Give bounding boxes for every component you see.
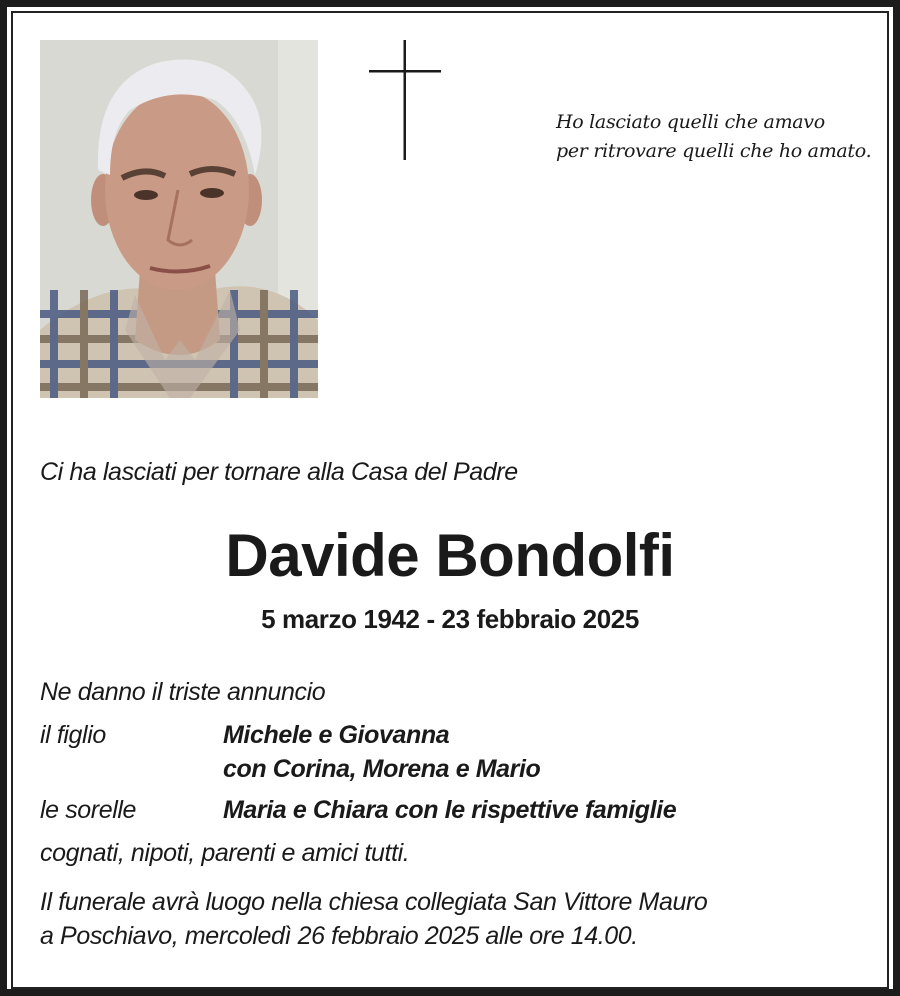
relative-label-son: il figlio bbox=[40, 721, 106, 749]
others-text: cognati, nipoti, parenti e amici tutti. bbox=[40, 839, 410, 867]
relative-names-sisters: Maria e Chiara con le rispettive famiglie bbox=[223, 796, 677, 824]
relative-label-sisters: le sorelle bbox=[40, 796, 137, 824]
quote-line: per ritrovare quelli che ho amato. bbox=[556, 140, 872, 162]
funeral-line: Il funerale avrà luogo nella chiesa collegiata San Vittore Mauro bbox=[40, 888, 708, 916]
cross-icon bbox=[368, 40, 442, 160]
quote-line: Ho lasciato quelli che amavo bbox=[556, 111, 825, 133]
relative-names-son-continued: con Corina, Morena e Mario bbox=[223, 755, 541, 783]
life-dates: 5 marzo 1942 - 23 febbraio 2025 bbox=[261, 604, 639, 634]
intro-text: Ci ha lasciati per tornare alla Casa del Padre bbox=[40, 458, 518, 486]
epigraph-quote bbox=[556, 108, 886, 166]
funeral-line: a Poschiavo, mercoledì 26 febbraio 2025 alle ore 14.00. bbox=[40, 922, 638, 950]
relative-names-son: Michele e Giovanna bbox=[223, 721, 450, 749]
announcement-text: Ne danno il triste annuncio bbox=[40, 678, 326, 706]
portrait-photo bbox=[40, 40, 318, 398]
deceased-name: Davide Bondolfi bbox=[225, 522, 675, 589]
